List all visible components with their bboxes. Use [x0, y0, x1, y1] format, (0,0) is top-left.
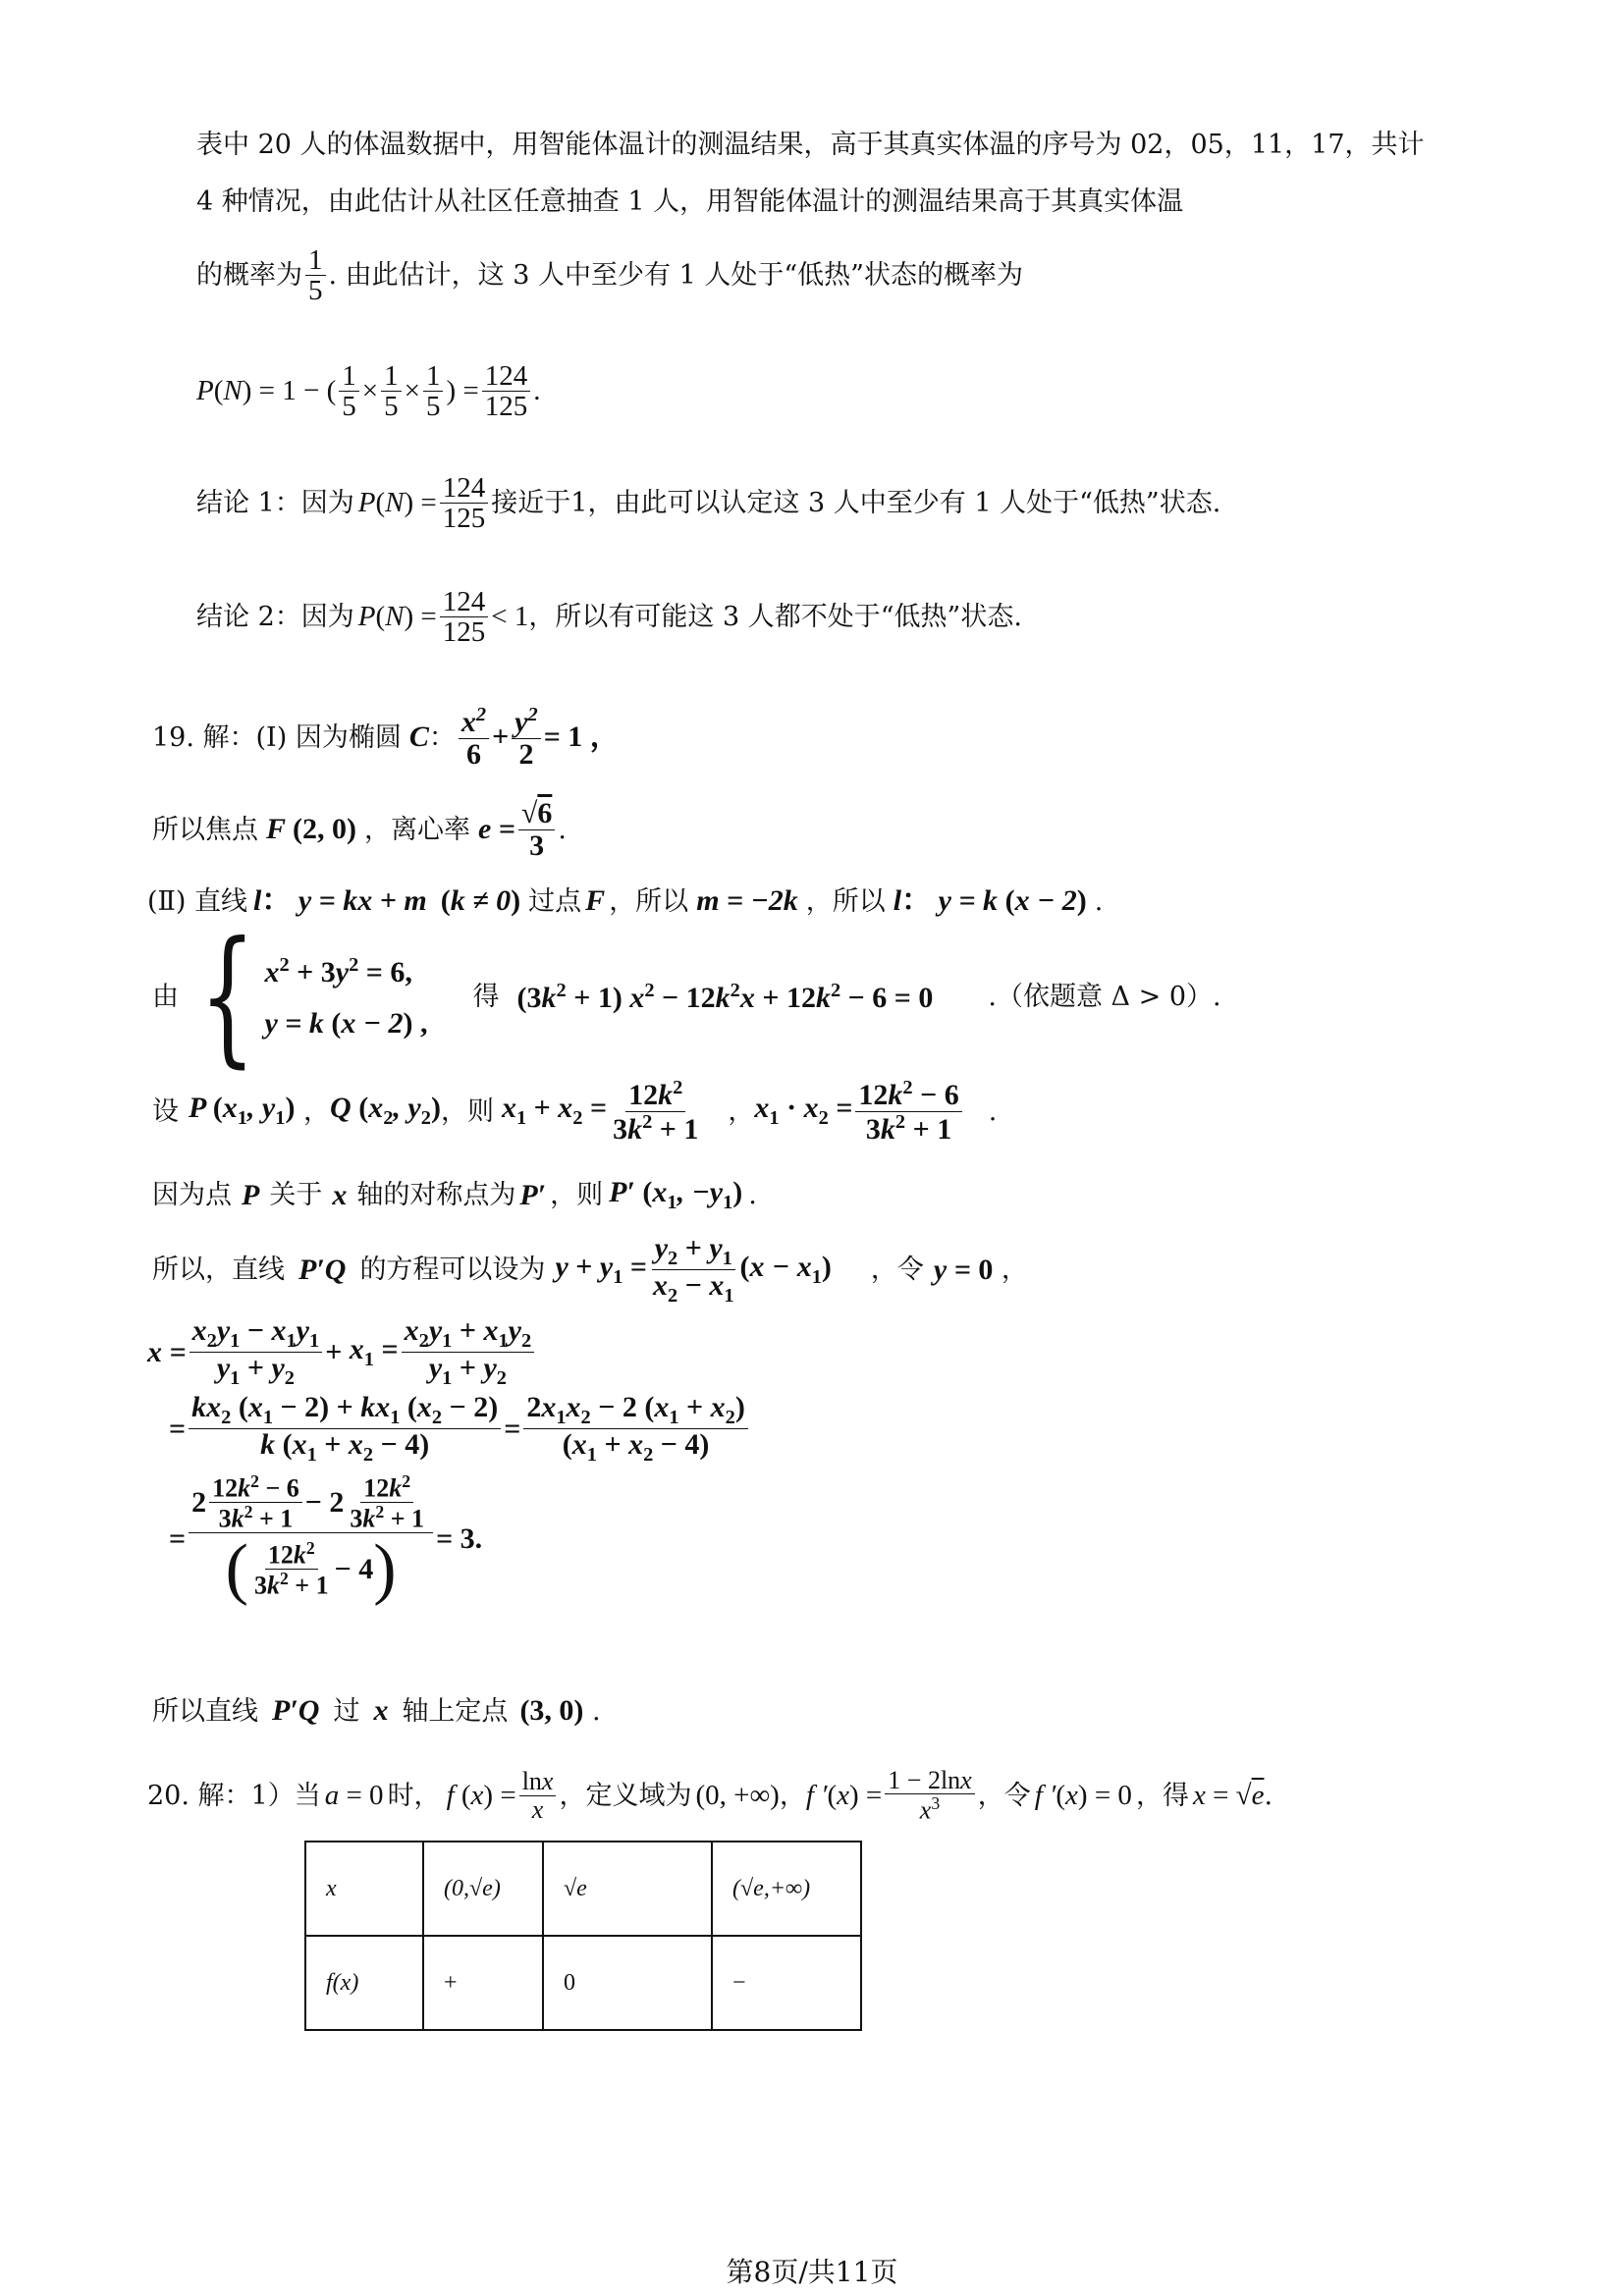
- q19-system-line: 由 { $x^2 + 3y^2 = 6$, y = k (x − 2) , 得 $(3k^2 + 1) x^2 - 12k^2x + 12k^2 - 6 = 0$ .（依题意 Δ > 0）.: [152, 911, 1221, 1082]
- q19-symmetric-label: 轴的对称点为: [356, 1180, 516, 1211]
- sign-table: [304, 1841, 862, 2031]
- q19-part2-line: (Ⅱ) 直线 l： y = kx + m (k ≠ 0) 过点 F ，所以 m = −2k ，所以 l： y = k (x − 2) .: [147, 884, 1104, 917]
- q19-then-label-2: ，则: [550, 1180, 604, 1211]
- conclusion-1-text: 接近于1，由此可以认定这 3 人中至少有 1 人处于“低热”状态.: [491, 488, 1221, 519]
- q19-so-label-1: ，所以: [609, 885, 689, 917]
- q19-equation-label: 的方程可以设为: [359, 1255, 546, 1286]
- q19-get-label: 得: [472, 981, 500, 1012]
- q19-focus-label: 所以焦点: [152, 814, 258, 845]
- equation-p-n: P ( N ) = 1 − ( $\frac{1}{5}$ × $\frac{1}{5}$ × $\frac{1}{5}$ ) = $\frac{124}{125}$ .: [196, 360, 541, 423]
- probability-estimate-text: . 由此估计，这 3 人中至少有 1 人处于“低热”状态的概率为: [328, 260, 1023, 292]
- conclusion-2-text: ，所以有可能这 3 人都不处于“低热”状态.: [528, 602, 1022, 633]
- q19-so-label-2: ，所以: [805, 885, 886, 917]
- q19-delta-note: .（依题意 Δ > 0）.: [988, 981, 1221, 1012]
- q19-vieta-line: 设 P ($x_1$, $y_1$) ， Q ($x_2$, $y_2$) ，则 $x_1 + x_2$ = $\frac{12k^2}{3k^2 + 1}$ ， $x_1 \cdot x_2$ = $\frac{12k^2 - 6}{3k^2 + 1}$ .: [152, 1077, 998, 1146]
- table-cell: (√e,+∞): [712, 1842, 861, 1936]
- probability-intro: 的概率为: [196, 260, 302, 292]
- q20-intro: 20. 解：1）当: [147, 1780, 321, 1811]
- table-row: [305, 1936, 861, 2030]
- table-cell: 0: [543, 1936, 712, 2030]
- q19-part1: 19. 解：(Ⅰ) 因为椭圆 C ： $\frac{x^2}{6}$ + $\frac{y^2}{2}$ = 1 ，: [152, 704, 620, 771]
- q19-about-label: 关于: [269, 1180, 323, 1211]
- fraction-one-fifth: $\frac{1}{5}$: [305, 245, 326, 306]
- q19-symmetric-line: 因为点 P 关于 x 轴的对称点为 P′ ，则 P′ ($x_1$, $-y_1$) .: [152, 1176, 757, 1213]
- q19-then-label: ，则: [440, 1095, 494, 1127]
- page-footer: 第8页/共11页: [726, 2256, 898, 2288]
- q19-focus-line: 所以焦点 F (2, 0) ，离心率 e = $\frac{√6}{3}$ .: [152, 797, 567, 862]
- q19-fixed-point-label: 轴上定点: [402, 1695, 509, 1727]
- table-cell: +: [423, 1936, 543, 2030]
- q19-conclusion: 所以直线 P′Q 过 x 轴上定点 (3, 0) .: [152, 1694, 601, 1727]
- q20-line: 20. 解：1）当 a = 0 时， f (x) = $\frac{\ln x}{x}$ ，定义域为 (0, +∞) ， f ′(x) = $\frac{1 - 2\ln x}{x^3}$ ，令 f ′(x) = 0 ，得 x = √e .: [147, 1766, 1273, 1825]
- paragraph-line-2: 4 种情况，由此估计从社区任意抽查 1 人，用智能体温计的测温结果高于其真实体温: [196, 187, 1184, 217]
- conclusion-2-label: 结论 2：因为: [196, 602, 354, 633]
- q20-when-label: 时，: [387, 1780, 441, 1811]
- q19-part2-intro: (Ⅱ) 直线: [147, 885, 248, 917]
- q19-line-equation: 所以，直线 P′Q 的方程可以设为 $y + y_1$ = $\frac{y_2 + y_1}{x_2 - x_1}$ $(x - x_1)$ ，令 y = 0 ，: [152, 1232, 1028, 1308]
- conclusion-1-label: 结论 1：因为: [196, 488, 354, 519]
- paragraph-line-1: 表中 20 人的体温数据中，用智能体温计的测温结果，高于其真实体温的序号为 02，05，11，17，共计: [196, 130, 1425, 160]
- q19-point-label: 因为点: [152, 1180, 232, 1211]
- table-row: [305, 1842, 861, 1936]
- table-cell: −: [712, 1936, 861, 2030]
- q19-from-label: 由: [152, 981, 179, 1012]
- q19-so-line-label: 所以直线: [152, 1695, 258, 1727]
- table-cell: √e: [543, 1842, 712, 1936]
- paragraph-line-3: [196, 245, 1023, 306]
- q19-intro: 19. 解：(Ⅰ) 因为椭圆: [152, 721, 402, 753]
- table-cell: f(x): [305, 1936, 423, 2030]
- table-cell: (0,√e): [423, 1842, 543, 1936]
- q19-derivation-2: = $\frac{kx_2 (x_1 - 2) + kx_1 (x_2 - 2)}{k (x_1 + x_2 - 4)}$ = $\frac{2x_1x_2 - 2 (x_1 + x_2)}{(x_1 + x_2 - 4)}$: [169, 1392, 751, 1467]
- q20-domain-label: ，定义域为: [559, 1780, 692, 1811]
- q20-let-label: ，令: [977, 1780, 1031, 1811]
- q19-passes-label: 过点: [528, 885, 582, 917]
- conclusion-1: 结论 1：因为 P(N) = $\frac{124}{125}$ 接近于1，由此可以认定这 3 人中至少有 1 人处于“低热”状态.: [196, 472, 1221, 535]
- q19-line-label: 所以，直线: [152, 1255, 285, 1286]
- q19-derivation-3: = 2 $\frac{12k^2 - 6}{3k^2 + 1}$ − 2 $\frac{12k^2}{3k^2 + 1}$ ( $\frac{12k^2}{3k^2 + 1}$ − 4 ) = 3.: [169, 1471, 483, 1607]
- conclusion-2: 结论 2：因为 P(N) = $\frac{124}{125}$ < 1 ，所以有可能这 3 人都不处于“低热”状态.: [196, 586, 1022, 649]
- q19-through-label: 过: [333, 1695, 360, 1727]
- q19-derivation-1: x = $\frac{x_2y_1 - x_1y_1}{y_1 + y_2}$ + $x_1$ = $\frac{x_2y_1 + x_1y_2}{y_1 + y_2}$: [147, 1315, 537, 1390]
- table-cell: x: [305, 1842, 423, 1936]
- q19-let-zero-label: ，令: [870, 1255, 924, 1286]
- q20-get-label: ，得: [1135, 1780, 1189, 1811]
- q19-eccentricity-label: ，离心率: [363, 814, 470, 845]
- q19-let-label: 设: [152, 1095, 179, 1127]
